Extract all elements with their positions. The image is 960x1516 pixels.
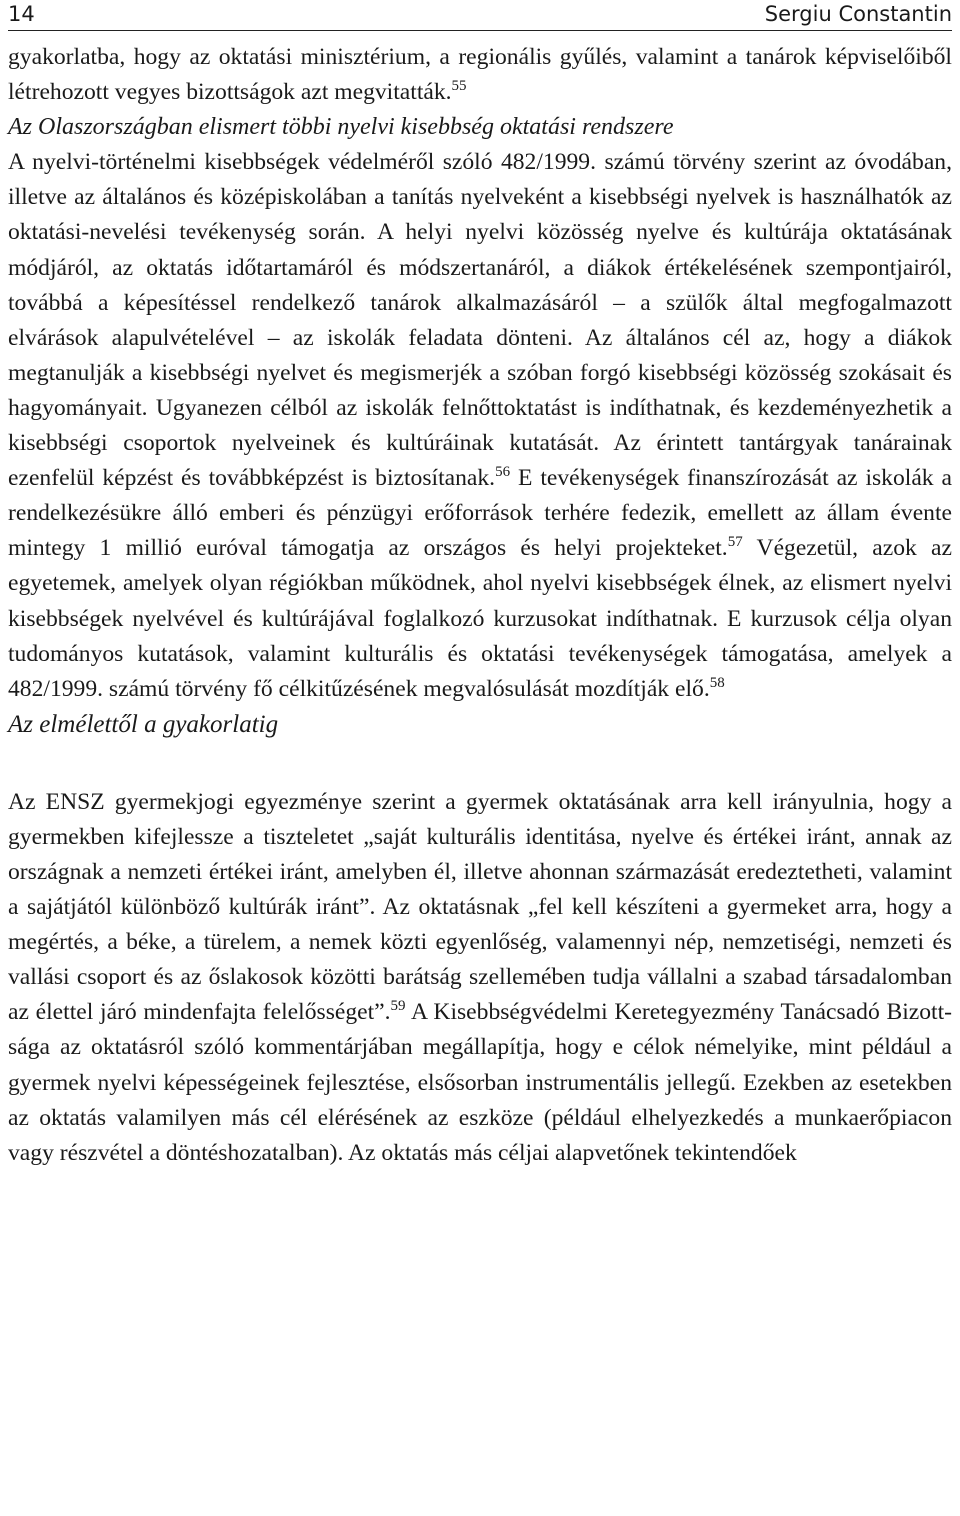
paragraph-text: A nyelvi-történelmi kisebbségek védelméről szóló 482/1999. számú törvény szerint az óvodában, illetve az általános és középiskolában a tanítás nyelveként a kisebbségi nyelvek is használhatók az oktatási-nevelési tevékenység során. A helyi nyelvi közösség nyelve és kultúrája oktatásának módjáról, az oktatás időtartamáról és módszertanáról, a diákok értékelésének szempontjairól, továbbá a képesítéssel rendelkező tanárok alkalmazásáról – a szülők által megfogalmazott elvárások alapulvételével – az iskolák feladata dönteni. Az általános cél az, hogy a diákok megtanulják a kisebbségi nyelvet és megismerjék a szóban forgó kisebbségi közösség szokásait és hagyományait. Ugyanezen célból az iskolák felnőttoktatást is indíthatnak, és kezdeményezhetik a kisebbségi csoportok nyelveinek és kultúráinak kutatását. Az érintett tantárgyak tanárainak ezenfelül képzést és továbbképzést is biztosítanak. — [8, 149, 952, 492]
paragraph-text: Az ENSZ gyermekjogi egyezménye szerint a gyermek oktatásának arra kell irányulnia, hogy a gyermekben kifejlessze a tiszteletet „saját kulturális identitása, nyelve és értékei iránt, annak az országnak a nemzeti értékei iránt, amelyben él, illetve ahonnan származását eredeztetheti, valamint a sajátjától különböző kultúrák iránt”. Az oktatásnak „fel kell készíteni a gyermeket arra, hogy a megértés, a béke, a türelem, a nemek közti egyenlőség, valamennyi nép, nemzetiségi, nemzeti és vallási csoport és az őslakosok közötti barátság szellemében tudja vállalni a szabad társadalomban az élettel járó mindenfajta felelősséget”. — [8, 788, 952, 1026]
footnote-ref: 57 — [727, 534, 743, 551]
running-author: Sergiu Constantin — [764, 2, 952, 26]
footnote-ref: 56 — [495, 464, 511, 481]
footnote-ref: 55 — [451, 78, 467, 95]
footnote-ref: 58 — [709, 674, 725, 691]
paragraph — [8, 145, 952, 707]
paragraph-text: gyakorlatba, hogy az oktatási minisztérium, a regionális gyűlés, valamint a tanárok képviselőiből létrehozott vegyes bizottságok azt megvitatták. — [8, 44, 952, 106]
paragraph-text: A Kisebbségvédelmi Keretegyezmény Tanácsadó Bizottsága az oktatásról szóló kommentárjában megállapítja, hogy e célok némelyike, mint például a gyermek nyelvi képességeinek fejlesztése, elsősorban instrumentális jellegű. Ezekben az esetekben az oktatás valamilyen más cél elérésének az eszköze (például elhelyezkedés a munkaerőpiacon vagy részvétel a döntéshozatalban). Az oktatás más céljai alapvetőnek tekintendőek — [8, 999, 952, 1166]
page-number: 14 — [8, 2, 35, 26]
paragraph-text: E tevékenységek finanszírozását az iskolák a rendelkezésükre álló emberi és pénzügyi erőforrások terhére fedezik, emellett az állam évente mintegy 1 millió euróval támogatja az országos és helyi projekteket. — [8, 465, 953, 562]
document-page — [8, 0, 952, 1171]
paragraph — [8, 785, 952, 1171]
paragraph — [8, 40, 952, 110]
section-heading: Az elmélettől a gyakorlatig — [8, 710, 279, 738]
paragraph-text: Végezetül, azok az egyetemek, amelyek olyan régiókban működnek, ahol nyelvi kisebbségek élnek, az elismert nyelvi kisebbségek nyelvével és kultúrájával foglalkozó kurzusokat indíthatnak. E kurzusok célja olyan tudományos kutatások, valamint kulturális és oktatási tevékenységek támogatása, amelyek a 482/1999. számú törvény fő célkitűzésének megvalósulását mozdítják elő. — [8, 535, 952, 702]
body-text — [8, 40, 952, 1171]
subsection-heading: Az Olaszországban elismert többi nyelvi kisebbség oktatási rendszere — [8, 114, 674, 141]
running-header — [8, 0, 952, 31]
footnote-ref: 59 — [390, 998, 406, 1015]
